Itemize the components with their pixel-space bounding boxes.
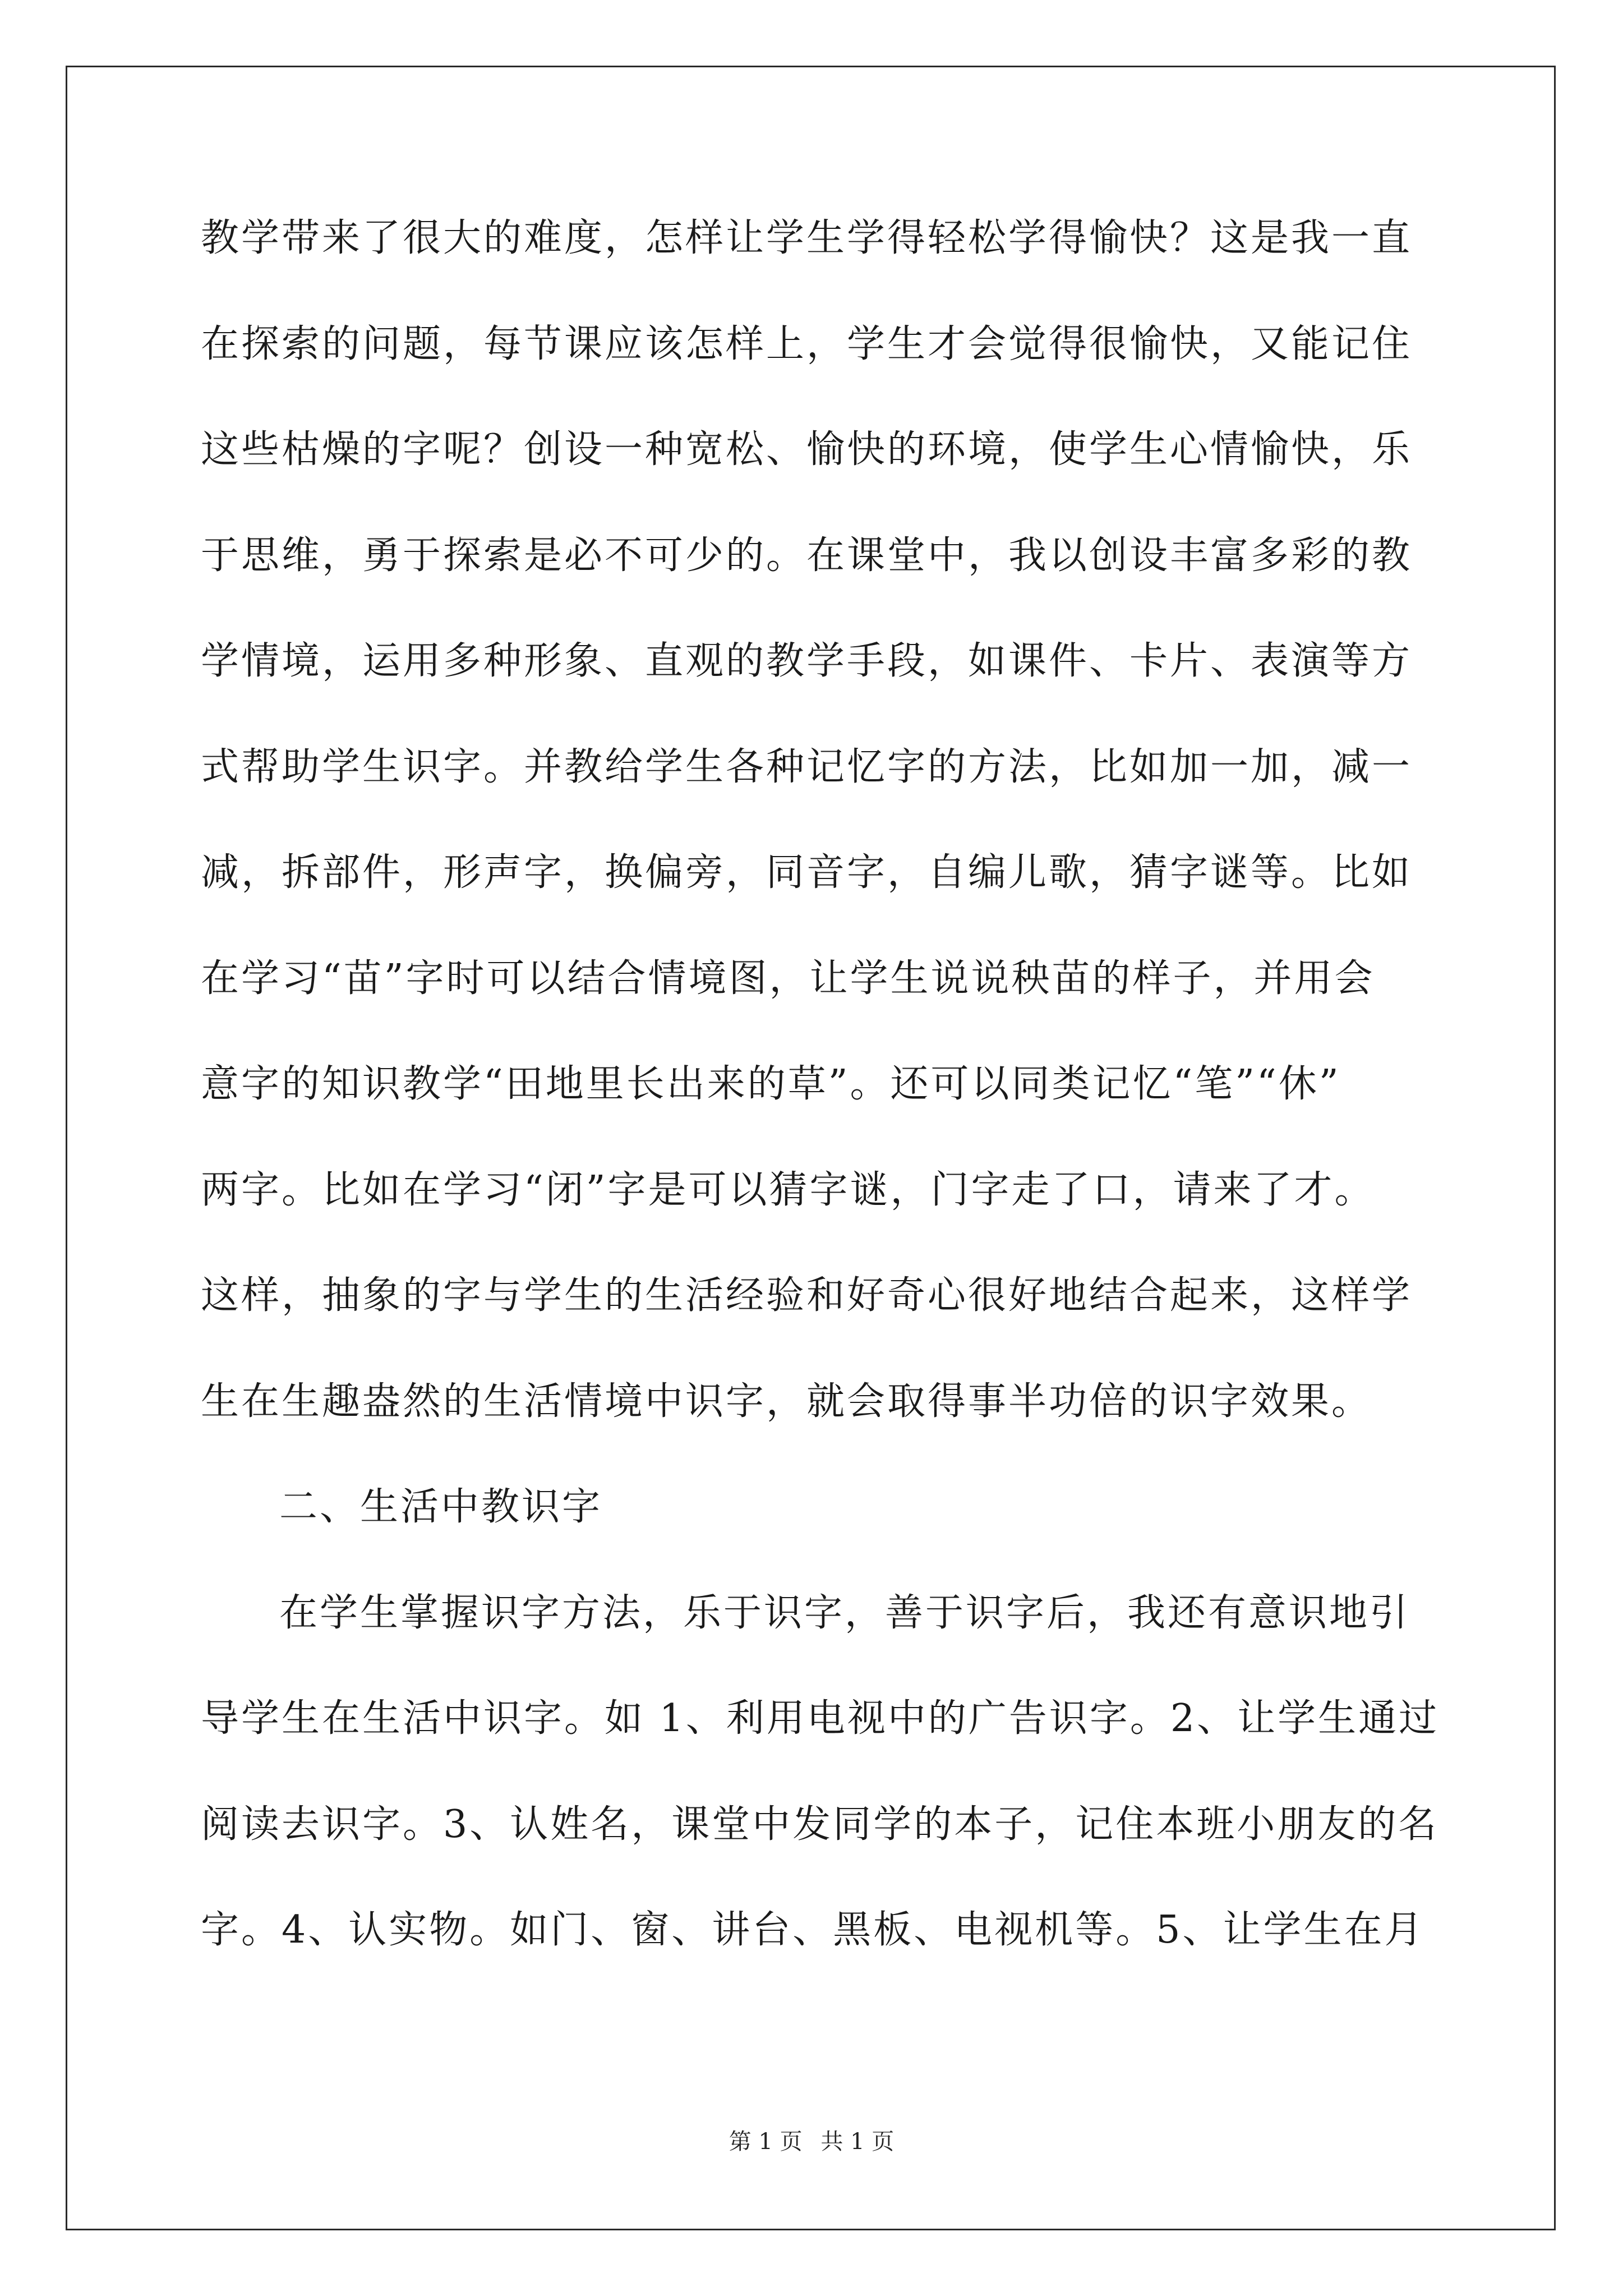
text-line: 在探索的问题，每节课应该怎样上，学生才会觉得很愉快，又能记住 bbox=[201, 321, 1413, 366]
text-line: 这些枯燥的字呢？创设一种宽松、愉快的环境，使学生心情愉快，乐 bbox=[201, 427, 1413, 472]
page-number: 第 1 页 bbox=[728, 2129, 803, 2155]
text-line: 字。4、认实物。如门、窗、讲台、黑板、电视机等。5、让学生在月 bbox=[201, 1908, 1425, 1952]
text-line: 在学生掌握识字方法，乐于识字，善于识字后，我还有意识地引 bbox=[279, 1590, 1410, 1635]
text-line: 导学生在生活中识字。如 1、利用电视中的广告识字。2、让学生通过 bbox=[201, 1696, 1440, 1741]
text-line: 两字。比如在学习“闭”字是可以猜字谜，门字走了口，请来了才。 bbox=[201, 1167, 1375, 1212]
text-line: 于思维，勇于探索是必不可少的。在课堂中，我以创设丰富多彩的教 bbox=[201, 533, 1413, 578]
text-line: 阅读去识字。3、认姓名，课堂中发同学的本子，记住本班小朋友的名 bbox=[201, 1802, 1439, 1847]
text-line: 式帮助学生识字。并教给学生各种记忆字的方法，比如加一加，减一 bbox=[201, 744, 1413, 789]
text-line: 减，拆部件，形声字，换偏旁，同音字，自编儿歌，猜字谜等。比如 bbox=[201, 850, 1413, 895]
text-line: 这样，抽象的字与学生的生活经验和好奇心很好地结合起来，这样学 bbox=[201, 1273, 1413, 1318]
document-body bbox=[201, 210, 1440, 2008]
text-line: 教学带来了很大的难度，怎样让学生学得轻松学得愉快？这是我一直 bbox=[201, 216, 1413, 260]
section-heading: 二、生活中教识字 bbox=[279, 1485, 603, 1529]
text-line: 学情境，运用多种形象、直观的教学手段，如课件、卡片、表演等方 bbox=[201, 639, 1413, 683]
page-total: 共 1 页 bbox=[820, 2129, 895, 2155]
page-footer bbox=[0, 2124, 1623, 2156]
text-line: 在学习“苗”字时可以结合情境图，让学生说说秧苗的样子，并用会 bbox=[201, 956, 1375, 1001]
text-line: 意字的知识教学“田地里长出来的草”。还可以同类记忆“笔”“休” bbox=[201, 1062, 1341, 1106]
text-line: 生在生趣盎然的生活情境中识字，就会取得事半功倍的识字效果。 bbox=[201, 1379, 1372, 1424]
